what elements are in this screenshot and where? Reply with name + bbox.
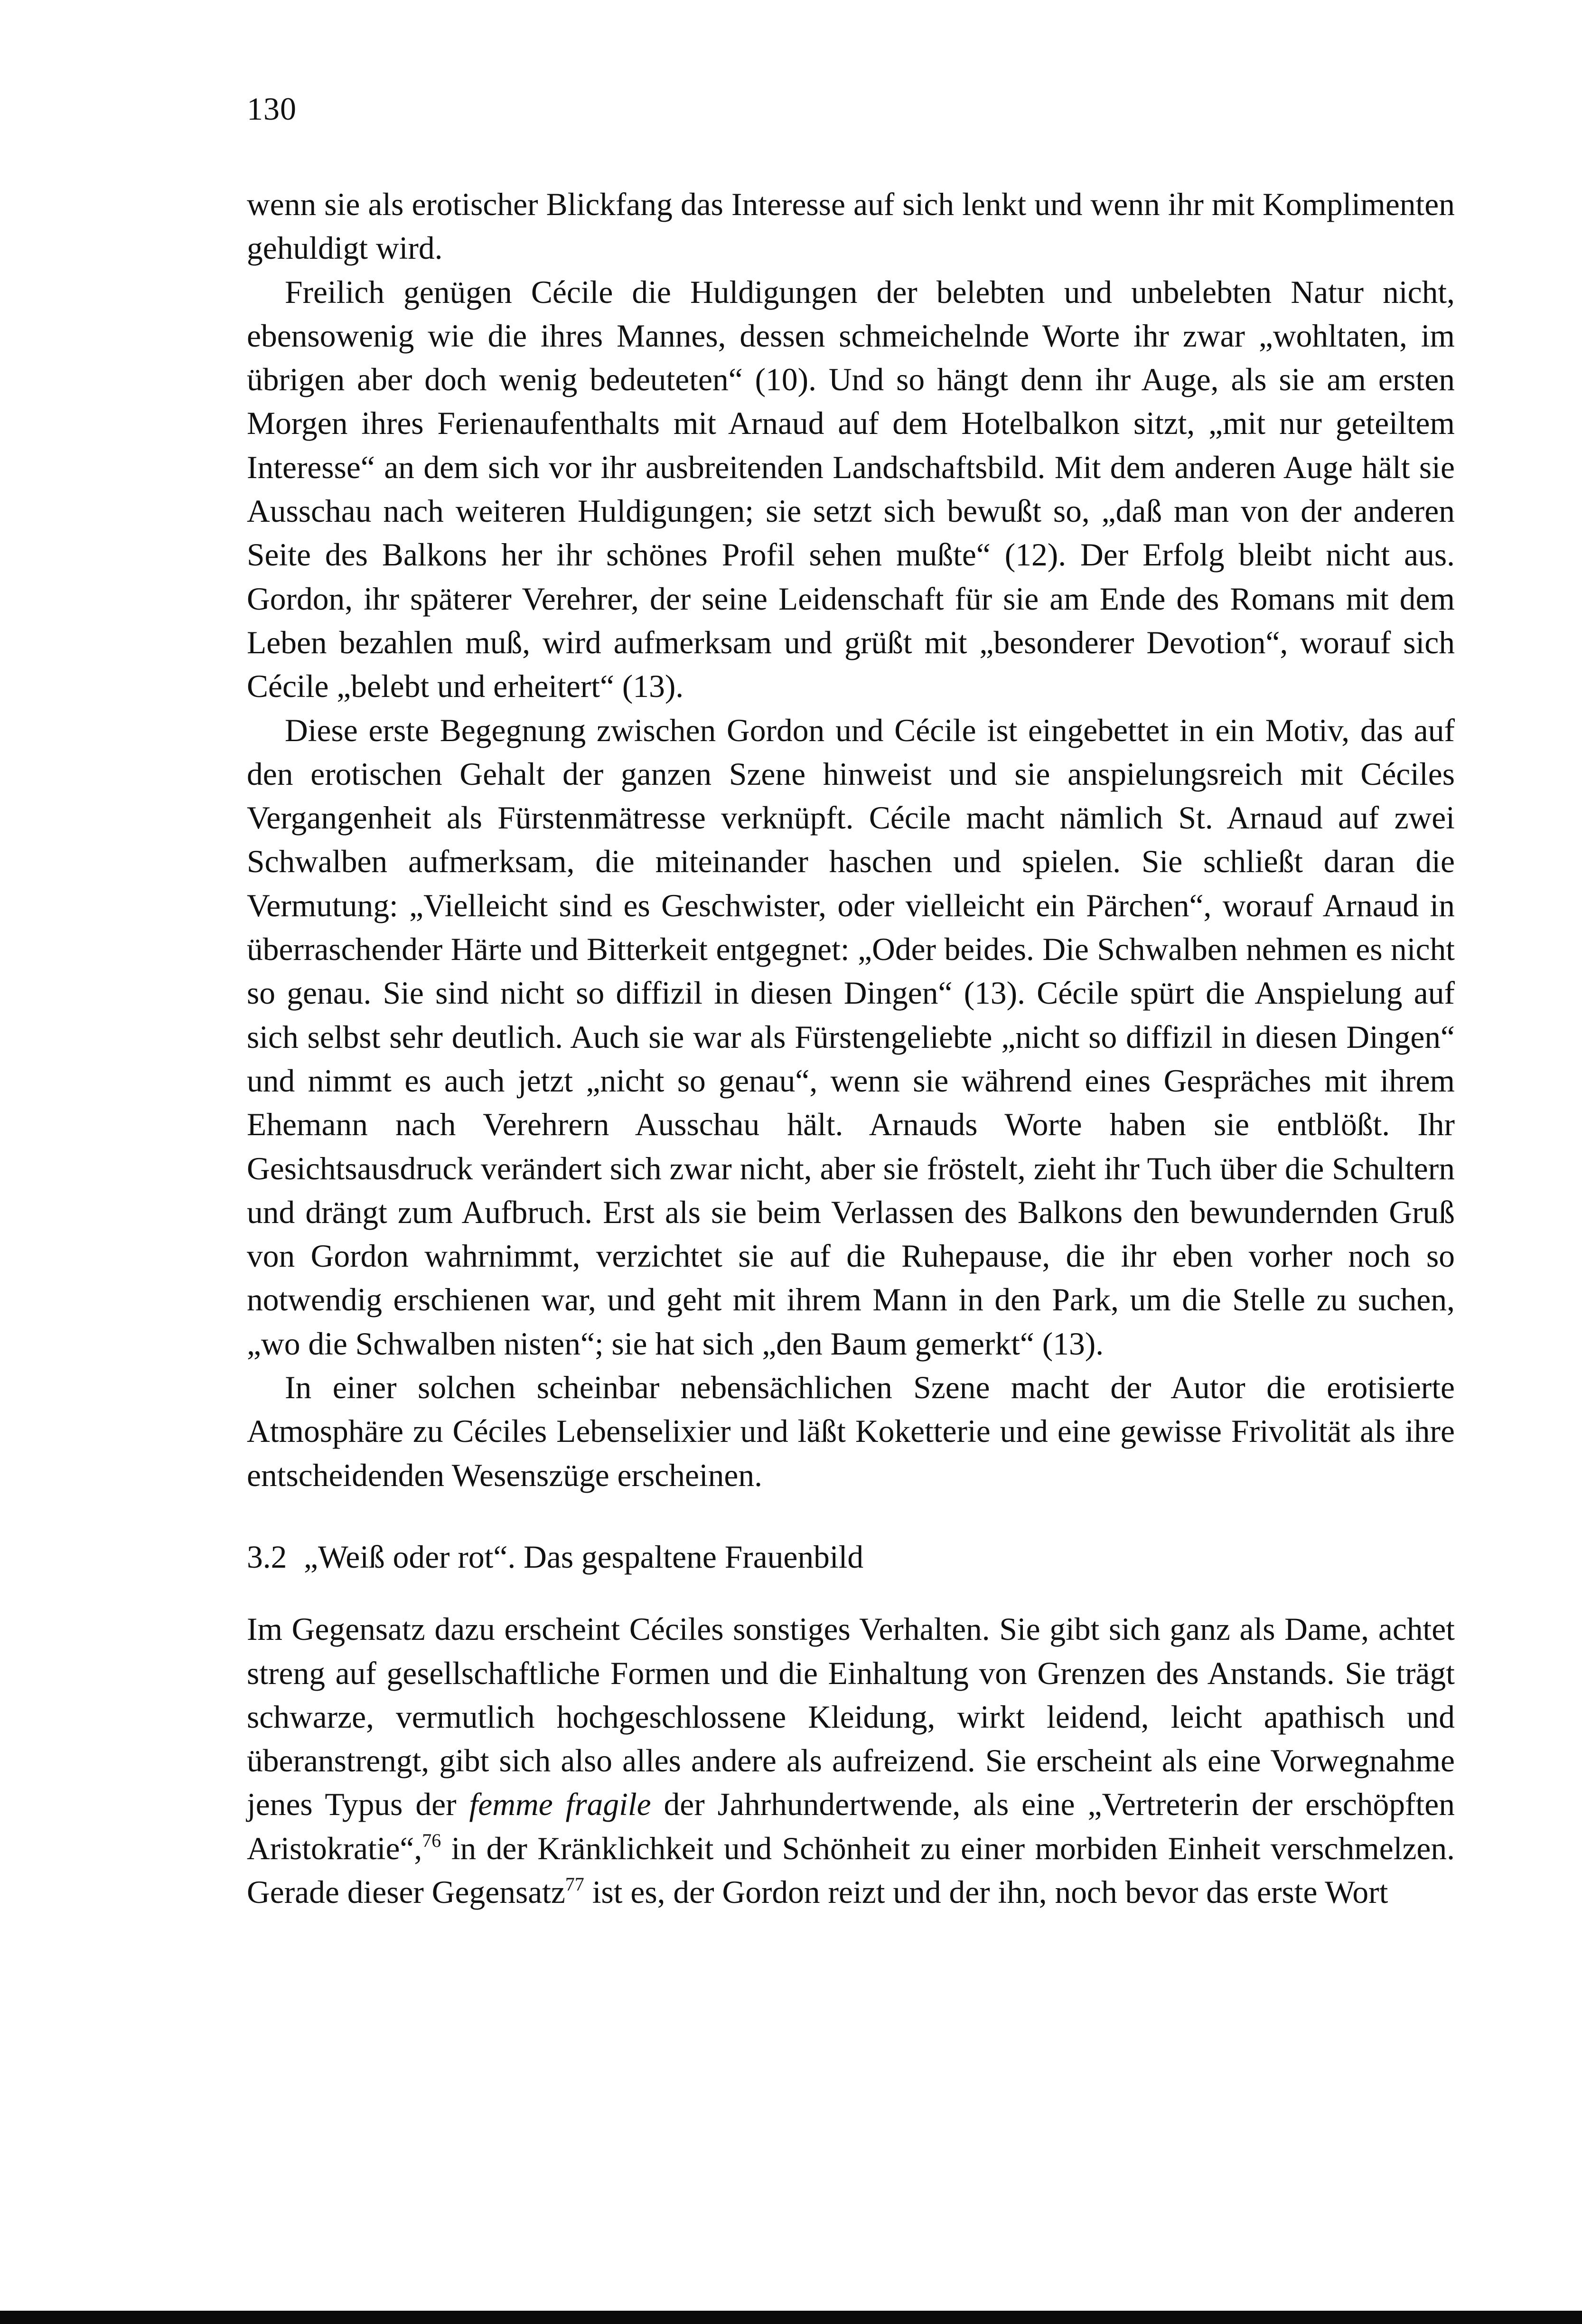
- paragraph: [247, 271, 1455, 709]
- text-run: in der Kränklichkeit und Schönheit zu einer morbiden Einheit verschmelzen. Gerade dieser Gegensatz: [247, 1830, 1455, 1910]
- footnote-ref: 77: [565, 1873, 584, 1895]
- text-run: Diese erste Begegnung zwischen Gordon und Cécile ist eingebettet in ein Motiv, das auf den erotischen Gehalt der ganzen Szene hinweist und sie anspielungsreich mit Céciles Vergangenheit als Fürstenmätresse verknüpft. Cécile macht nämlich St. Arnaud auf zwei Schwalben aufmerksam, die miteinander haschen und spielen. Sie schließt daran die Vermutung: „Vielleicht sind es Geschwister, oder vielleicht ein Pärchen“, worauf Arnaud in überraschender Härte und Bitterkeit entgegnet: „Oder beides. Die Schwalben nehmen es nicht so genau. Sie sind nicht so diffizil in diesen Dingen“ (13). Cécile spürt die Anspielung auf sich selbst sehr deutlich. Auch sie war als Fürstengeliebte „nicht so diffizil in diesen Dingen“ und nimmt es auch jetzt „nicht so genau“, wenn sie während eines Gespräches mit ihrem Ehemann nach Verehrern Ausschau hält. Arnauds Worte haben sie entblößt. Ihr Gesichtsausdruck verändert sich zwar nicht, aber sie fröstelt, zieht ihr Tuch über die Schultern und drängt zum Aufbruch. Erst als sie beim Verlassen des Balkons den bewundernden Gruß von Gordon wahrnimmt, verzichtet sie auf die Ruhepause, die ihr eben vorher noch so notwendig erschienen war, und geht mit ihrem Mann in den Park, um die Stelle zu suchen, „wo die Schwalben nisten“; sie hat sich „den Baum gemerkt“ (13).: [247, 712, 1455, 1362]
- text-run: ist es, der Gordon reizt und der ihn, noch bevor das erste Wort: [584, 1874, 1388, 1910]
- text-run: der Jahrhundertwende, als eine „Vertreterin der erschöpften Aristokratie“,: [247, 1787, 1455, 1866]
- paragraph: [247, 183, 1455, 271]
- page-number: 130: [247, 91, 297, 127]
- italic-term: femme fragile: [469, 1787, 651, 1823]
- section-title: „Weiß oder rot“. Das gespaltene Frauenbild: [304, 1539, 864, 1575]
- paragraph: [247, 1608, 1455, 1914]
- paragraphs-before-section: [247, 183, 1455, 1497]
- footnote-ref: 76: [422, 1829, 441, 1851]
- paragraphs-after-section: [247, 1608, 1455, 1914]
- section-heading: [247, 1535, 1455, 1579]
- text-run: In einer solchen scheinbar nebensächlichen Szene macht der Autor die erotisierte Atmosphäre zu Céciles Lebenselixier und läßt Koketterie und eine gewisse Frivolität als ihre entscheidenden Wesenszüge erscheinen.: [247, 1370, 1455, 1493]
- paragraph: [247, 1366, 1455, 1497]
- body-text: [247, 183, 1455, 1914]
- text-run: wenn sie als erotischer Blickfang das Interesse auf sich lenkt und wenn ihr mit Komplimenten gehuldigt wird.: [247, 187, 1455, 266]
- text-run: Freilich genügen Cécile die Huldigungen der belebten und unbelebten Natur nicht, ebensowenig wie die ihres Mannes, dessen schmeichelnde Worte ihr zwar „wohltaten, im übrigen aber doch wenig bedeuteten“ (10). Und so hängt denn ihr Auge, als sie am ersten Morgen ihres Ferienaufenthalts mit Arnaud auf dem Hotelbalkon sitzt, „mit nur geteiltem Interesse“ an dem sich vor ihr ausbreitenden Landschaftsbild. Mit dem anderen Auge hält sie Ausschau nach weiteren Huldigungen; sie setzt sich bewußt so, „daß man von der anderen Seite des Balkons her ihr schönes Profil sehen mußte“ (12). Der Erfolg bleibt nicht aus. Gordon, ihr späterer Verehrer, der seine Leidenschaft für sie am Ende des Romans mit dem Leben bezahlen muß, wird aufmerksam und grüßt mit „besonderer Devotion“, worauf sich Cécile „belebt und erheitert“ (13).: [247, 274, 1455, 705]
- paragraph: [247, 709, 1455, 1366]
- scan-bottom-edge: [0, 2311, 1582, 2324]
- text-run: Im Gegensatz dazu erscheint Céciles sonstiges Verhalten. Sie gibt sich ganz als Dame, achtet streng auf gesellschaftliche Formen und die Einhaltung von Grenzen des Anstands. Sie trägt schwarze, vermutlich hochgeschlossene Kleidung, wirkt leidend, leicht apathisch und überanstrengt, gibt sich also alles andere als aufreizend. Sie erscheint als eine Vorwegnahme jenes Typus der: [247, 1611, 1455, 1823]
- section-number: 3.2: [247, 1539, 287, 1575]
